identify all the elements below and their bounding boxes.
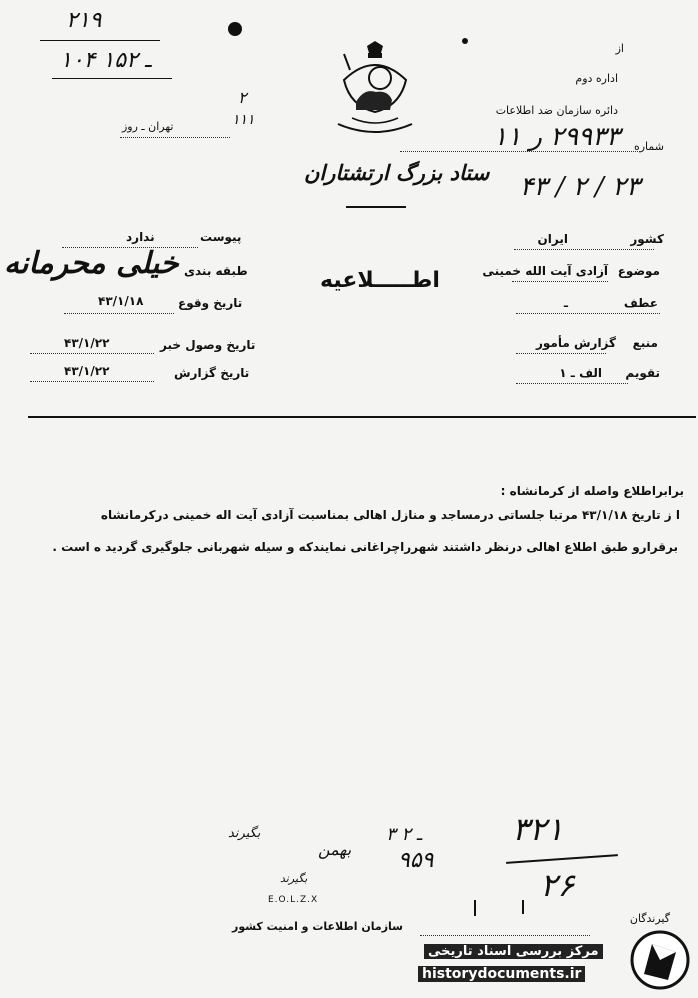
body-intro: برابراطلاع واصله از کرمانشاه : <box>500 484 684 498</box>
number-label: شماره <box>633 140 664 153</box>
receipt-date-label: تاریخ وصول خبر <box>160 338 256 352</box>
file-number-top: ۲۱۹ <box>66 8 102 33</box>
handwritten-stroke-2 <box>522 900 524 914</box>
file-number-underline <box>40 40 160 41</box>
report-date-label: تاریخ گزارش <box>174 366 250 380</box>
rating-dots <box>516 382 628 384</box>
handwritten-stroke <box>474 900 476 916</box>
file-number-underline-2 <box>52 78 172 79</box>
org-title: ستاد بزرگ ارتشتاران <box>304 160 490 185</box>
watermark-url: historydocuments.ir <box>418 966 585 982</box>
margin-scrawl-2: ۱۱۱ <box>232 112 255 128</box>
handwritten-number-b: ۲۶ <box>540 866 575 904</box>
receipt-date-dots <box>30 352 154 354</box>
subject-value: آزادی آیت الله خمینی <box>482 264 608 278</box>
event-date-label: تاریخ وقوع <box>178 296 243 310</box>
reference-dots <box>516 312 660 314</box>
event-date-value: ۴۳/۱/۱۸ <box>98 294 144 308</box>
from-label: از <box>615 42 624 55</box>
recipient-name: سازمان اطلاعات و امنیت کشور <box>232 920 403 933</box>
recipient-dots <box>420 934 590 936</box>
country-label: کشور <box>630 232 664 246</box>
handwritten-fraction-line <box>506 854 618 864</box>
department: اداره دوم <box>575 72 618 85</box>
announcement-title: اطـــــلاعیه <box>320 268 440 293</box>
archive-logo-icon <box>630 930 690 990</box>
directorate: دائره سازمان ضد اطلاعات <box>495 104 618 117</box>
reference-label: عطف <box>623 296 658 310</box>
rating-label: تقویم <box>625 366 660 380</box>
handwritten-number-d: ۳ ـ ۲ <box>386 824 423 845</box>
org-title-underline <box>346 206 406 208</box>
number-date: ۲۳ / ۲ / ۴۳ <box>519 172 640 202</box>
country-value: ایران <box>537 232 568 246</box>
subject-label: موضوع <box>617 264 660 278</box>
section-divider <box>28 416 696 418</box>
handwritten-number-a: ۳۲۱ <box>512 810 564 848</box>
margin-scrawl-1: ۲ <box>238 88 247 107</box>
file-number-second: ۱۰۴ ـ ۱۵۲ <box>60 48 152 73</box>
lion-and-sun-emblem-icon <box>330 40 420 140</box>
attachment-value: ندارد <box>126 230 155 244</box>
body-line-1: ا ز تاریخ ۴۳/۱/۱۸ مرتبا جلساتی درمساجد و منازل اهالی بمناسبت آزادی آیت اله خمینی درکرمانشاه <box>100 508 680 522</box>
rating-value: الف ـ ۱ <box>559 366 602 380</box>
event-date-dots <box>64 312 174 314</box>
attachment-label: پیوست <box>200 230 242 244</box>
handwritten-note-3: بهمن <box>318 840 352 859</box>
ink-blot-left <box>228 22 242 36</box>
handwritten-code: E.O.L.Z.X <box>268 895 319 905</box>
country-dots <box>514 248 654 250</box>
classification-label: طبقه بندی <box>184 264 248 278</box>
handwritten-number-c: ۹۵۹ <box>398 848 434 873</box>
number-dots <box>400 150 640 152</box>
source-value: گزارش مأمور <box>536 336 616 350</box>
body-line-2: برقرارو طبق اطلاع اهالی درنظر داشتند شهرراچراغانی نمایندکه و سیله شهربانی جلوگیری گردید ه است . <box>52 540 678 554</box>
recipients-label: گیرندگان <box>629 912 670 925</box>
report-date-dots <box>30 380 154 382</box>
receipt-date-value: ۴۳/۱/۲۲ <box>64 336 110 350</box>
watermark-name: مرکز بررسی اسناد تاریخی <box>424 944 603 959</box>
source-label: منبع <box>632 336 658 350</box>
report-date-value: ۴۳/۱/۲۲ <box>64 364 110 378</box>
classification-value: خیلی محرمانه <box>4 246 179 281</box>
handwritten-note-1: بگیرند <box>228 826 261 841</box>
source-dots <box>516 352 606 354</box>
number-value: ۲۹۹۳۳ ر ۱۱ <box>493 122 620 152</box>
ink-blot-right <box>462 38 468 44</box>
city-date-label: تهران ـ روز <box>122 120 174 133</box>
handwritten-note-2: بگیرند <box>280 872 308 885</box>
subject-dots <box>512 280 608 282</box>
reference-value: ـ <box>563 296 568 310</box>
city-dots <box>120 136 230 138</box>
